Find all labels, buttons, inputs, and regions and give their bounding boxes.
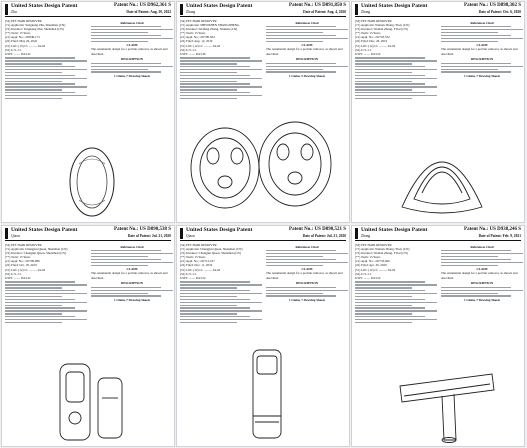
bibliographic-field: (22) Filed: Apr. 30, 2020 xyxy=(355,263,387,268)
bibliographic-field: (52) U.S. Cl. xyxy=(180,47,197,52)
design-figure xyxy=(42,358,138,444)
claim-text: The ornamental design for a pet hair remover, as shown and described. xyxy=(266,271,343,280)
bibliographic-field: (52) U.S. Cl. xyxy=(355,47,372,52)
references-heading: References Cited xyxy=(470,244,494,249)
bibliographic-fields xyxy=(5,19,87,56)
right-column xyxy=(266,243,348,302)
inventor-name: Zhang xyxy=(361,10,371,14)
description-heading: DESCRIPTION xyxy=(470,57,494,62)
bibliographic-field: (21) Appl. No.: 29/718,552 xyxy=(355,35,390,40)
bibliographic-field: (72) Inventor: Yongkang Zhu, Shenzhen (CN) xyxy=(5,27,64,32)
patent-number: Patent No.: US D890,521 S xyxy=(289,227,346,232)
bibliographic-fields xyxy=(180,19,262,56)
inventor-name: Zhang xyxy=(186,10,196,14)
bibliographic-field: (52) U.S. Cl. xyxy=(180,271,197,276)
patent-date: Date of Patent: Oct. 6, 2020 xyxy=(478,10,521,14)
bibliographic-field: (51) LOC (12) Cl. .......... 04-02 xyxy=(180,43,221,48)
bibliographic-field: (52) U.S. Cl. xyxy=(5,271,22,276)
patent-header xyxy=(5,228,171,240)
claim-text: The ornamental design for a pet hair remover, as shown and described. xyxy=(441,271,518,280)
claim-text: The ornamental design for a pet hair remover, as shown and described. xyxy=(91,47,168,56)
bibliographic-field: USPC ........ D4/122 xyxy=(355,275,381,280)
references-heading: References Cited xyxy=(295,244,319,249)
bibliographic-field: (**) Term: 15 Years xyxy=(180,31,206,36)
patent-header xyxy=(355,228,521,240)
bibliographic-field: (54) PET HAIR REMOVER xyxy=(5,243,42,247)
bibliographic-field: (52) U.S. Cl. xyxy=(5,47,22,52)
patent-date: Date of Patent: Feb. 9, 2021 xyxy=(478,234,521,238)
header-bar xyxy=(355,4,358,15)
bibliographic-field: (51) LOC (12) Cl. .......... 04-02 xyxy=(355,267,396,272)
bibliographic-fields xyxy=(355,19,437,56)
bibliographic-field: (71) Applicant: Changjun Qiaon, Shenzhen (CN) xyxy=(5,247,68,252)
claims-line: 1 Claim, 7 Drawing Sheets xyxy=(463,74,501,79)
patent-page-5[interactable] xyxy=(176,225,350,447)
header-bar xyxy=(5,4,8,15)
header-bar xyxy=(180,4,183,15)
patent-date: Date of Patent: Jul. 21, 2020 xyxy=(302,234,346,238)
inventor-name: Zhang xyxy=(361,234,371,238)
bibliographic-field: (22) Filed: Nov. 11, 2019 xyxy=(180,263,213,268)
bibliographic-field: (54) PET HAIR REMOVER xyxy=(180,243,217,247)
patent-page-3[interactable] xyxy=(351,1,525,223)
references-heading: References Cited xyxy=(470,20,494,25)
patent-title: United States Design Patent xyxy=(361,227,428,233)
bibliographic-field: (**) Term: 15 Years xyxy=(355,31,381,36)
inventor-name: Zhu xyxy=(11,10,17,14)
header-rule xyxy=(5,240,171,241)
right-column xyxy=(91,19,173,78)
bibliographic-field: (21) Appl. No.: 29/700,564 xyxy=(180,35,215,40)
patent-number: Patent No.: US D891,850 S xyxy=(289,3,346,8)
patent-page-1[interactable] xyxy=(1,1,175,223)
references-heading: References Cited xyxy=(295,20,319,25)
bibliographic-field: (51) LOC (12) Cl. .......... 04-02 xyxy=(180,267,221,272)
claim-heading: CLAIM xyxy=(301,267,313,272)
bibliographic-field: (52) U.S. Cl. xyxy=(355,271,372,276)
left-column xyxy=(355,243,437,325)
bibliographic-field: (**) Term: 15 Years xyxy=(5,255,31,260)
header-rule xyxy=(355,16,521,17)
bibliographic-field: (54) PET HAIR REMOVER xyxy=(180,19,217,23)
bibliographic-field: (54) PET HAIR REMOVER xyxy=(355,243,392,247)
left-column xyxy=(355,19,437,101)
bibliographic-field: USPC ........ D4/122 xyxy=(180,275,206,280)
bibliographic-field: USPC ........ D4/122 xyxy=(5,51,31,56)
left-column xyxy=(180,19,262,101)
claim-text: The ornamental design for a pet hair remover, as shown and described. xyxy=(91,271,168,280)
patent-header xyxy=(180,4,346,16)
right-column xyxy=(441,243,523,302)
references-heading: References Cited xyxy=(120,244,144,249)
claims-line: 1 Claim, 7 Drawing Sheets xyxy=(113,74,151,79)
header-bar xyxy=(5,228,8,239)
claim-text: The ornamental design for a pet hair remover, as shown and described. xyxy=(266,47,343,56)
bibliographic-field: (72) Inventor: Changjun Qiaon, Shenzhen (CN) xyxy=(5,251,66,256)
patent-title: United States Design Patent xyxy=(186,3,253,9)
claims-line: 1 Claim, 7 Drawing Sheets xyxy=(463,298,501,303)
bibliographic-field: (71) Applicant: Yongkang Zhu, Shenzhen (CN) xyxy=(5,23,66,28)
right-column xyxy=(266,19,348,78)
patent-number: Patent No.: US D890,538 S xyxy=(114,227,171,232)
patent-date: Date of Patent: Jul. 21, 2020 xyxy=(127,234,171,238)
bibliographic-field: (71) Applicant: SHENZHEN SHANGSHENG xyxy=(180,23,240,28)
inventor-name: Qiaon xyxy=(186,234,195,238)
bibliographic-fields xyxy=(180,243,262,280)
claims-line: 1 Claim, 7 Drawing Sheets xyxy=(288,298,326,303)
bibliographic-field: USPC ........ D4/122 xyxy=(355,51,381,56)
header-rule xyxy=(180,16,346,17)
header-rule xyxy=(180,240,346,241)
bibliographic-field: (51) LOC (13) Cl. .......... 04-02 xyxy=(5,43,46,48)
bibliographic-field: (**) Term: 15 Years xyxy=(180,255,206,260)
bibliographic-fields xyxy=(355,243,437,280)
bibliographic-field: (**) Term: 15 Years xyxy=(5,31,31,36)
bibliographic-field: (21) Appl. No.: 29/733,466 xyxy=(355,259,390,264)
patent-title: United States Design Patent xyxy=(11,3,78,9)
inventor-name: Qiaon xyxy=(11,234,20,238)
bibliographic-field: (54) PET HAIR REMOVER xyxy=(5,19,42,23)
bibliographic-field: (21) Appl. No.: 29/712,107 xyxy=(180,259,215,264)
header-bar xyxy=(355,228,358,239)
bibliographic-field: (22) Filed: Dec. 26, 2019 xyxy=(355,39,388,44)
bibliographic-field: (22) Filed: May 26, 2022 xyxy=(5,39,38,44)
patent-date: Date of Patent: Aug. 30, 2022 xyxy=(126,10,171,14)
bibliographic-field: (72) Inventor: Weinan Zhang, Yiwu (CN) xyxy=(355,251,408,256)
patent-page-6[interactable] xyxy=(351,225,525,447)
bibliographic-field: (51) LOC (12) Cl. .......... 04-02 xyxy=(5,267,46,272)
references-heading: References Cited xyxy=(120,20,144,25)
header-bar xyxy=(180,228,183,239)
bibliographic-field: (**) Term: 15 Years xyxy=(355,255,381,260)
claims-line: 1 Claim, 5 Drawing Sheets xyxy=(288,74,326,79)
bibliographic-field: (71) Applicant: Weinan Zhang, Yiwu (CN) xyxy=(355,247,410,252)
bibliographic-field: (72) Inventor: Weinan Zhang, Yiwu (CN) xyxy=(355,27,408,32)
left-column xyxy=(5,19,87,101)
patent-header xyxy=(180,228,346,240)
bibliographic-field: (21) Appl. No.: 29/840,173 xyxy=(5,35,40,40)
claim-heading: CLAIM xyxy=(476,43,488,48)
claim-heading: CLAIM xyxy=(126,267,138,272)
bibliographic-field: (72) Inventor: Weifang Zhang, Xiamen (CN) xyxy=(180,27,238,32)
bibliographic-field: (51) LOC (12) Cl. .......... 04-02 xyxy=(355,43,396,48)
patent-page-4[interactable] xyxy=(1,225,175,447)
description-heading: DESCRIPTION xyxy=(120,57,144,62)
header-rule xyxy=(355,240,521,241)
bibliographic-field: USPC ........ D4/122 xyxy=(5,275,31,280)
bibliographic-field: (22) Filed: Oct. 18, 2019 xyxy=(5,263,37,268)
patent-number: Patent No.: US D938,246 S xyxy=(464,227,521,232)
design-figure xyxy=(392,356,502,444)
bibliographic-field: (71) Applicant: Changjun Qiaon, Shenzhen (CN) xyxy=(180,247,243,252)
claim-text: The ornamental design for a pet hair remover, as shown and described. xyxy=(441,47,518,56)
left-column xyxy=(5,243,87,325)
claim-heading: CLAIM xyxy=(476,267,488,272)
design-figure xyxy=(57,142,127,220)
bibliographic-field: (71) Applicant: Weinan Zhang, Yiwu (CN) xyxy=(355,23,410,28)
patent-title: United States Design Patent xyxy=(186,227,253,233)
design-figure xyxy=(392,127,492,221)
description-heading: DESCRIPTION xyxy=(470,281,494,286)
patent-number: Patent No.: US D962,361 S xyxy=(114,3,171,8)
design-figure xyxy=(183,112,343,220)
bibliographic-field: (22) Filed: Aug. 12, 2019 xyxy=(180,39,213,44)
patent-title: United States Design Patent xyxy=(11,227,78,233)
bibliographic-field: (72) Inventor: Changjun Qiaon, Shenzhen (CN) xyxy=(180,251,241,256)
patent-header xyxy=(355,4,521,16)
patent-page-2[interactable] xyxy=(176,1,350,223)
patent-number: Patent No.: US D898,302 S xyxy=(464,3,521,8)
left-column xyxy=(180,243,262,325)
patent-date: Date of Patent: Aug. 4, 2020 xyxy=(303,10,346,14)
right-column xyxy=(441,19,523,78)
patent-header xyxy=(5,4,171,16)
patent-title: United States Design Patent xyxy=(361,3,428,9)
design-figure xyxy=(237,346,297,444)
description-heading: DESCRIPTION xyxy=(295,57,319,62)
bibliographic-field: USPC ........ D4/136 xyxy=(180,51,206,56)
bibliographic-field: (54) PET HAIR REMOVER xyxy=(355,19,392,23)
right-column xyxy=(91,243,173,302)
claims-line: 1 Claim, 7 Drawing Sheets xyxy=(113,298,151,303)
claim-heading: CLAIM xyxy=(126,43,138,48)
claim-heading: CLAIM xyxy=(301,43,313,48)
header-rule xyxy=(5,16,171,17)
description-heading: DESCRIPTION xyxy=(120,281,144,286)
bibliographic-fields xyxy=(5,243,87,280)
bibliographic-field: (21) Appl. No.: 29/709,086 xyxy=(5,259,40,264)
description-heading: DESCRIPTION xyxy=(295,281,319,286)
